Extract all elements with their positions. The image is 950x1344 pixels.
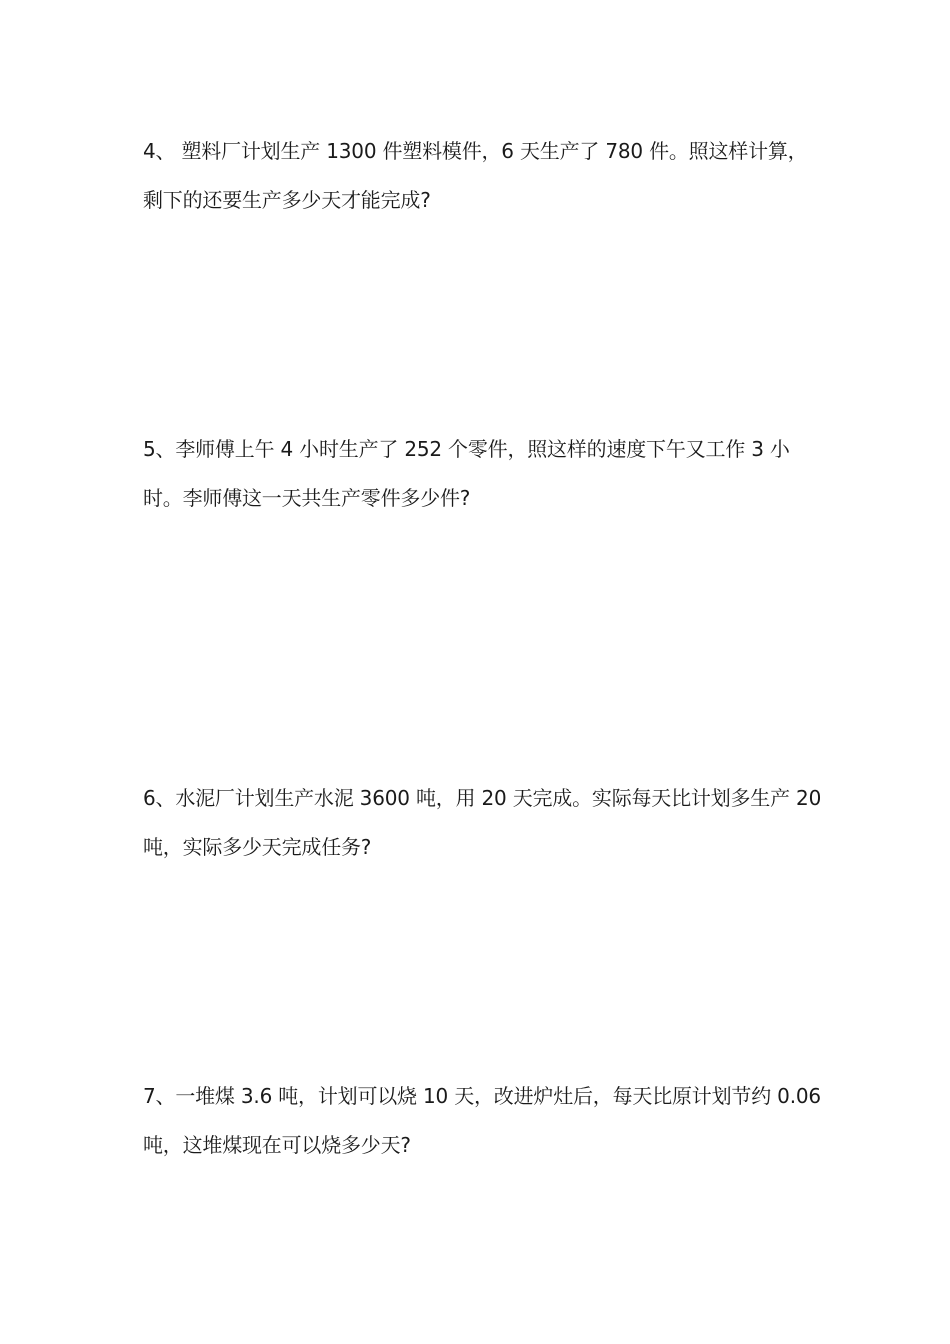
problem-text-line: 6、水泥厂计划生产水泥 3600 吨，用 20 天完成。实际每天比计划多生产 20 xyxy=(143,786,822,810)
problem-text-line: 5、李师傅上午 4 小时生产了 252 个零件，照这样的速度下午又工作 3 小 xyxy=(143,437,790,461)
word-problem-5 xyxy=(143,435,863,512)
word-problem-7 xyxy=(143,1082,863,1159)
word-problem-4 xyxy=(143,137,863,214)
word-problem-6 xyxy=(143,784,863,861)
problem-text-line: 吨，实际多少天完成任务? xyxy=(143,835,372,859)
problem-text-line: 4、 塑料厂计划生产 1300 件塑料模件，6 天生产了 780 件。照这样计算， xyxy=(143,139,808,163)
problem-text-line: 剩下的还要生产多少天才能完成? xyxy=(143,188,431,212)
problem-text-line: 时。李师傅这一天共生产零件多少件? xyxy=(143,486,471,510)
problem-text-line: 吨，这堆煤现在可以烧多少天? xyxy=(143,1133,411,1157)
problem-text-line: 7、一堆煤 3.6 吨，计划可以烧 10 天，改进炉灶后，每天比原计划节约 0.06 xyxy=(143,1084,821,1108)
